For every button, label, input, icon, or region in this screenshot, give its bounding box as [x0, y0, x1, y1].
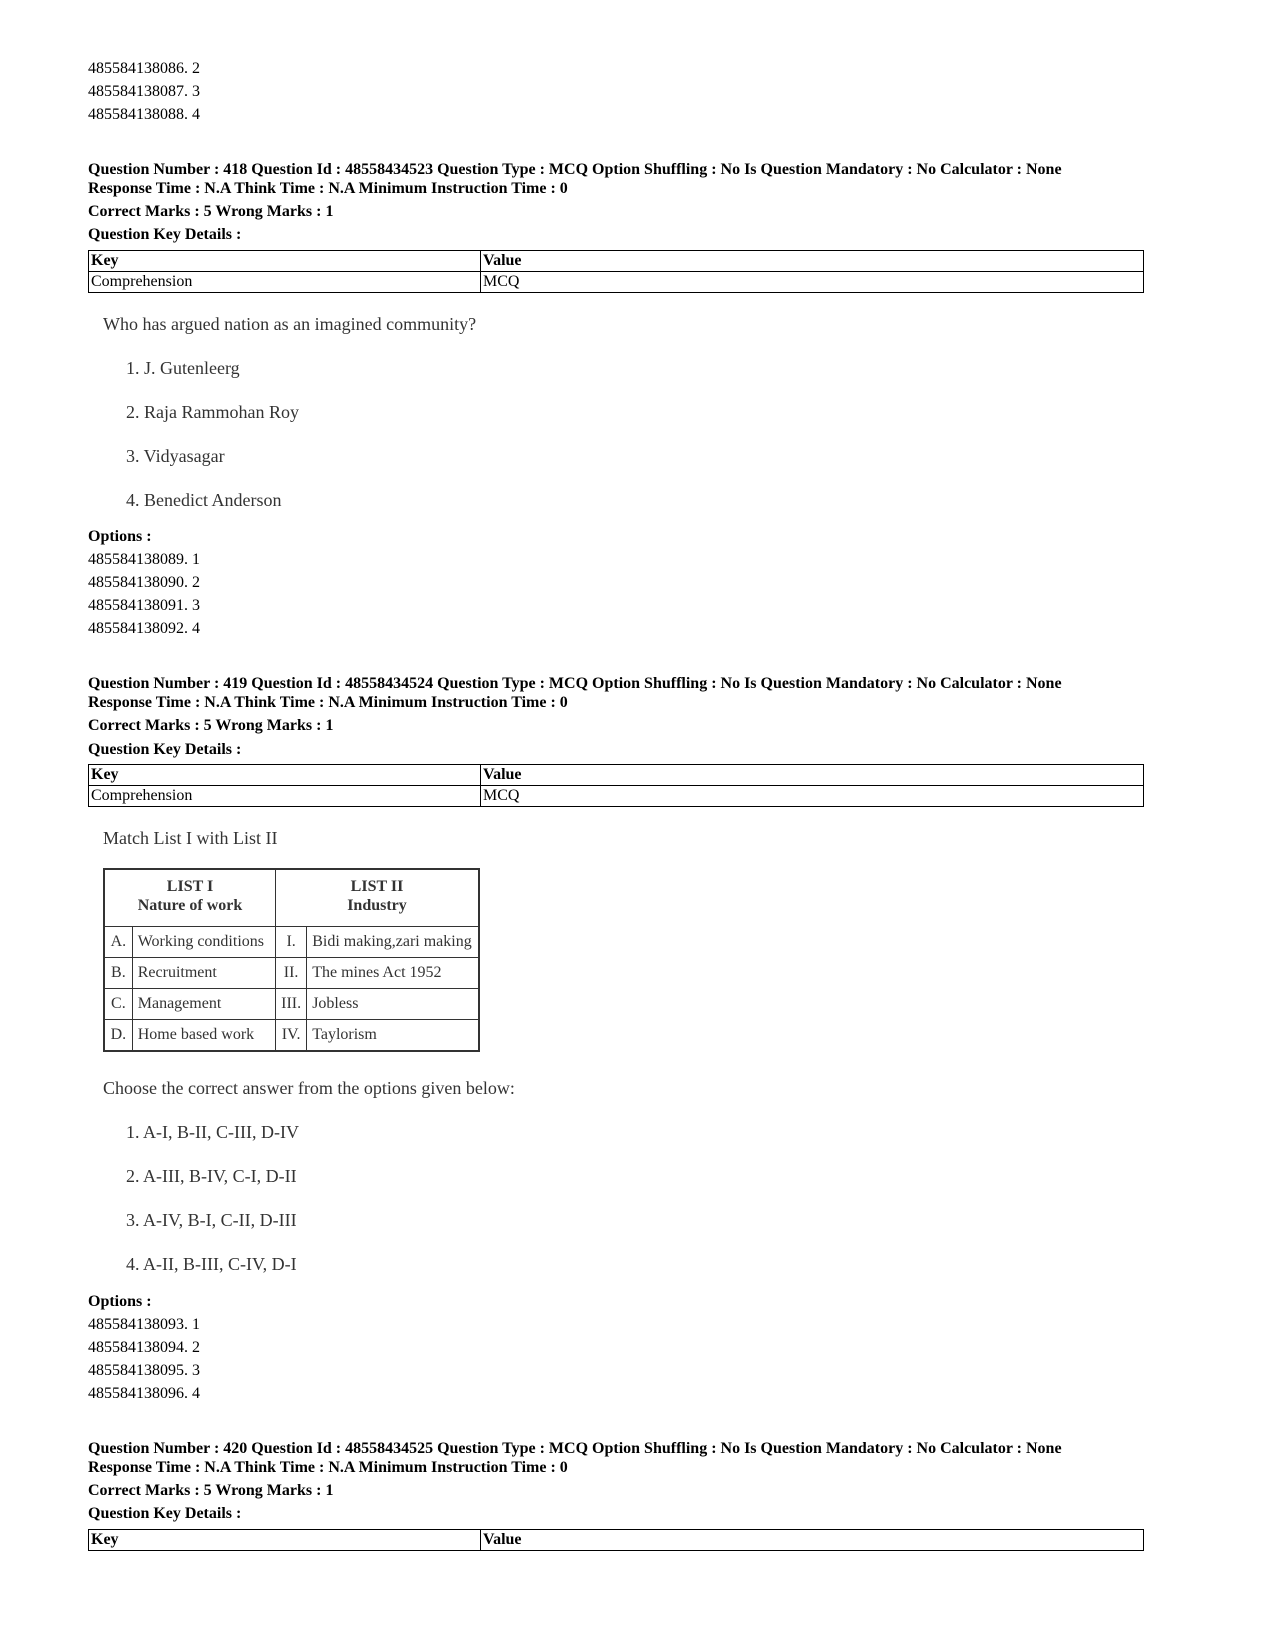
- list1-item: Management: [132, 989, 275, 1020]
- q419-option-2: 485584138094. 2: [88, 1339, 200, 1356]
- q418-option-2: 485584138090. 2: [88, 574, 200, 591]
- q420-key-details-label: Question Key Details :: [88, 1505, 242, 1522]
- key-cell: Comprehension: [89, 272, 481, 293]
- list1-item: Working conditions: [132, 927, 275, 958]
- list1-letter: C.: [104, 989, 132, 1020]
- q420-key-table: [88, 1529, 1144, 1551]
- match-row: [104, 958, 479, 989]
- value-cell: MCQ: [481, 786, 1144, 807]
- match-row: [104, 1020, 479, 1052]
- match-row: [104, 927, 479, 958]
- prev-option-3: 485584138088. 4: [88, 106, 200, 123]
- list2-title: LIST II: [350, 878, 404, 895]
- q419-meta: Question Number : 419 Question Id : 48558434524 Question Type : MCQ Option Shuffling : No Is Question Mandatory : No Calculator : None: [88, 675, 1062, 692]
- q419-choice-3: 3. A-IV, B-I, C-II, D-III: [126, 1210, 297, 1230]
- match-list-table: [103, 868, 480, 1052]
- list1-title: LIST I: [166, 878, 214, 895]
- q418-meta: Question Number : 418 Question Id : 48558434523 Question Type : MCQ Option Shuffling : No Is Question Mandatory : No Calculator : None: [88, 161, 1062, 178]
- q419-option-3: 485584138095. 3: [88, 1362, 200, 1379]
- q419-option-4: 485584138096. 4: [88, 1385, 200, 1402]
- list1-letter: D.: [104, 1020, 132, 1052]
- q419-question-text: Match List I with List II: [103, 828, 278, 848]
- list2-numeral: III.: [276, 989, 307, 1020]
- list2-header: [276, 869, 480, 927]
- list1-letter: B.: [104, 958, 132, 989]
- q418-timing: Response Time : N.A Think Time : N.A Minimum Instruction Time : 0: [88, 180, 568, 197]
- q420-marks: Correct Marks : 5 Wrong Marks : 1: [88, 1482, 334, 1499]
- list1-letter: A.: [104, 927, 132, 958]
- list1-item: Home based work: [132, 1020, 275, 1052]
- q418-choice-1: 1. J. Gutenleerg: [126, 358, 240, 378]
- q419-choice-2: 2. A-III, B-IV, C-I, D-II: [126, 1166, 297, 1186]
- list2-numeral: II.: [276, 958, 307, 989]
- q419-key-table: [88, 764, 1144, 807]
- q420-meta: Question Number : 420 Question Id : 48558434525 Question Type : MCQ Option Shuffling : No Is Question Mandatory : No Calculator : None: [88, 1440, 1062, 1457]
- prev-option-2: 485584138087. 3: [88, 83, 200, 100]
- q419-instruction: Choose the correct answer from the options given below:: [103, 1078, 515, 1098]
- list2-subtitle: Industry: [347, 897, 407, 914]
- list2-item: Taylorism: [307, 1020, 479, 1052]
- list2-item: Bidi making,zari making: [307, 927, 479, 958]
- q419-options-label: Options :: [88, 1293, 152, 1310]
- key-header: Key: [89, 765, 481, 786]
- list1-subtitle: Nature of work: [137, 897, 243, 914]
- q419-marks: Correct Marks : 5 Wrong Marks : 1: [88, 717, 334, 734]
- list1-item: Recruitment: [132, 958, 275, 989]
- list2-item: Jobless: [307, 989, 479, 1020]
- value-header: Value: [481, 765, 1144, 786]
- q418-options-label: Options :: [88, 528, 152, 545]
- q418-choice-4: 4. Benedict Anderson: [126, 490, 282, 510]
- q419-option-1: 485584138093. 1: [88, 1316, 200, 1333]
- value-header: Value: [481, 1530, 1144, 1551]
- key-header: Key: [89, 1530, 481, 1551]
- list2-item: The mines Act 1952: [307, 958, 479, 989]
- q418-marks: Correct Marks : 5 Wrong Marks : 1: [88, 203, 334, 220]
- q419-key-details-label: Question Key Details :: [88, 741, 242, 758]
- match-row: [104, 989, 479, 1020]
- list1-header: [104, 869, 276, 927]
- list2-numeral: IV.: [276, 1020, 307, 1052]
- value-header: Value: [481, 251, 1144, 272]
- q418-key-details-label: Question Key Details :: [88, 226, 242, 243]
- q418-option-1: 485584138089. 1: [88, 551, 200, 568]
- q419-timing: Response Time : N.A Think Time : N.A Minimum Instruction Time : 0: [88, 694, 568, 711]
- key-cell: Comprehension: [89, 786, 481, 807]
- prev-option-1: 485584138086. 2: [88, 60, 200, 77]
- q419-choice-4: 4. A-II, B-III, C-IV, D-I: [126, 1254, 297, 1274]
- q418-choice-2: 2. Raja Rammohan Roy: [126, 402, 299, 422]
- key-header: Key: [89, 251, 481, 272]
- q418-key-table: [88, 250, 1144, 293]
- q420-timing: Response Time : N.A Think Time : N.A Minimum Instruction Time : 0: [88, 1459, 568, 1476]
- list2-numeral: I.: [276, 927, 307, 958]
- q418-option-3: 485584138091. 3: [88, 597, 200, 614]
- value-cell: MCQ: [481, 272, 1144, 293]
- q418-question-text: Who has argued nation as an imagined community?: [103, 314, 477, 334]
- q418-option-4: 485584138092. 4: [88, 620, 200, 637]
- q418-choice-3: 3. Vidyasagar: [126, 446, 225, 466]
- q419-choice-1: 1. A-I, B-II, C-III, D-IV: [126, 1122, 299, 1142]
